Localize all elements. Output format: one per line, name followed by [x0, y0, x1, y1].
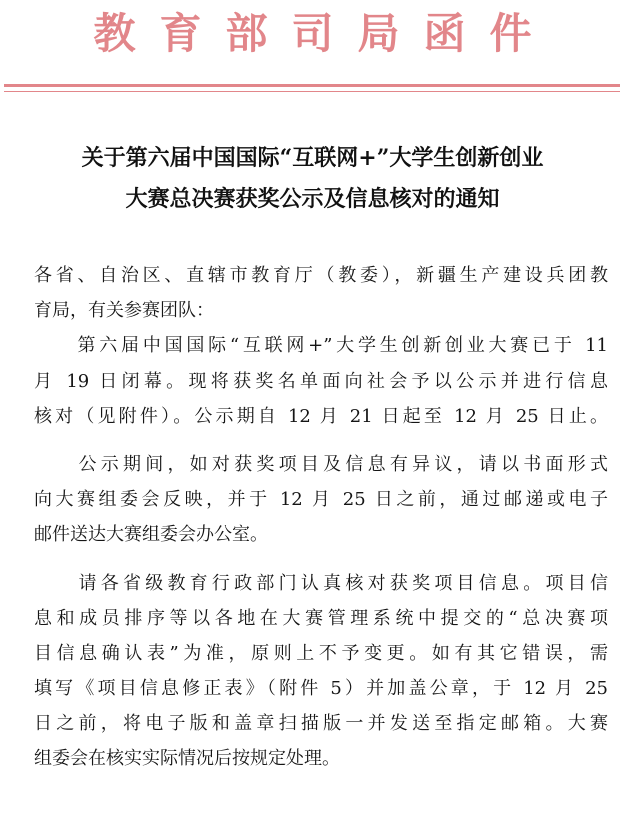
- paragraph-2-line-1: 公示期间，如对获奖项目及信息有异议，请以书面形式: [34, 453, 608, 475]
- paragraph-1-line-3: 核对（见附件）。公示期自 12 月 21 日起至 12 月 25 日止。: [34, 405, 608, 427]
- paragraph-3-line-3: 目信息确认表”为准，原则上不予变更。如有其它错误，需: [34, 642, 608, 664]
- paragraph-1-line-1: 第六届中国国际“互联网+”大学生创新创业大赛已于 11: [34, 335, 608, 357]
- addressee-line-1: 各省、自治区、直辖市教育厅（教委），新疆生产建设兵团教: [34, 265, 608, 286]
- addressee-line-2: 育局，有关参赛团队：: [34, 300, 214, 322]
- letterhead-rule-thick: [4, 84, 620, 87]
- paragraph-1: [34, 328, 608, 434]
- document-body: [34, 258, 608, 777]
- title-line-2: 大赛总决赛获奖公示及信息核对的通知: [125, 186, 500, 212]
- paragraph-3-line-6: 组委会在核实实际情况后按规定处理。: [34, 748, 340, 770]
- document-title: [0, 138, 625, 220]
- letterhead-rule-thin: [4, 91, 620, 92]
- addressee: [34, 258, 608, 328]
- paragraph-3-line-1: 请各省级教育行政部门认真核对获奖项目信息。项目信: [34, 572, 608, 594]
- letterhead: 教育部司局函件: [93, 9, 556, 58]
- paragraph-3-line-5: 日之前，将电子版和盖章扫描版一并发送至指定邮箱。大赛: [34, 713, 608, 735]
- title-line-1: 关于第六届中国国际“互联网+”大学生创新创业: [81, 145, 544, 171]
- paragraph-2-line-2: 向大赛组委会反映，并于 12 月 25 日之前，通过邮递或电子: [34, 489, 608, 511]
- paragraph-2: [34, 447, 608, 553]
- paragraph-3: [34, 566, 608, 777]
- paragraph-1-line-2: 月 19 日闭幕。现将获奖名单面向社会予以公示并进行信息: [34, 370, 608, 392]
- paragraph-3-line-4: 填写《项目信息修正表》（附件 5）并加盖公章，于 12 月 25: [34, 678, 608, 700]
- paragraph-3-line-2: 息和成员排序等以各地在大赛管理系统中提交的“总决赛项: [34, 607, 608, 629]
- paragraph-2-line-3: 邮件送达大赛组委会办公室。: [34, 524, 268, 546]
